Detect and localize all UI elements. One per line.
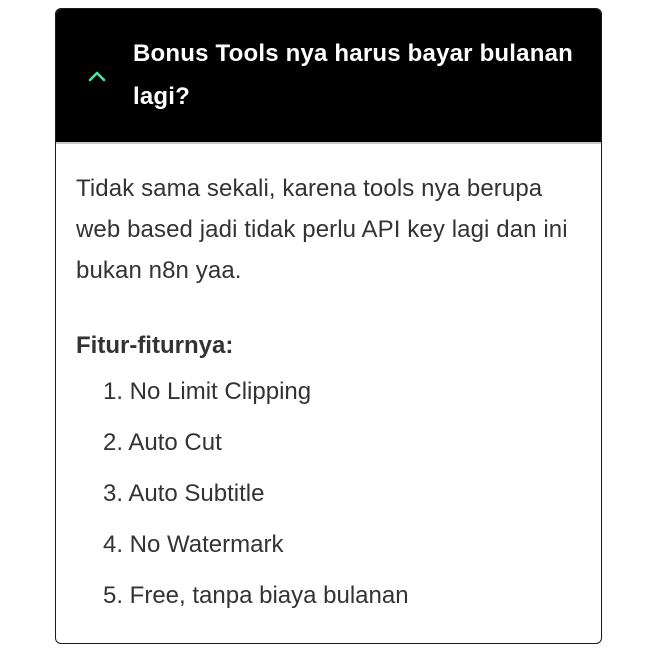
feature-item: 2. Auto Cut [103,429,222,456]
features-list [76,379,581,634]
faq-question-text[interactable]: Bonus Tools nya harus bayar bulanan lagi? [133,40,573,110]
features-heading: Fitur-fiturnya: [76,332,234,359]
feature-item: 1. No Limit Clipping [103,378,312,405]
chevron-up-icon[interactable] [88,69,106,83]
faq-answer-text: Tidak sama sekali, karena tools nya berupa web based jadi tidak perlu API key lagi dan ini bukan n8n yaa. [76,175,568,284]
feature-item: 5. Free, tanpa biaya bulanan [103,582,409,609]
feature-item: 3. Auto Subtitle [103,480,265,507]
faq-question-toggle[interactable] [56,9,601,142]
feature-item: 4. No Watermark [103,531,284,558]
faq-accordion-item [55,8,602,644]
faq-answer-panel [56,144,601,634]
